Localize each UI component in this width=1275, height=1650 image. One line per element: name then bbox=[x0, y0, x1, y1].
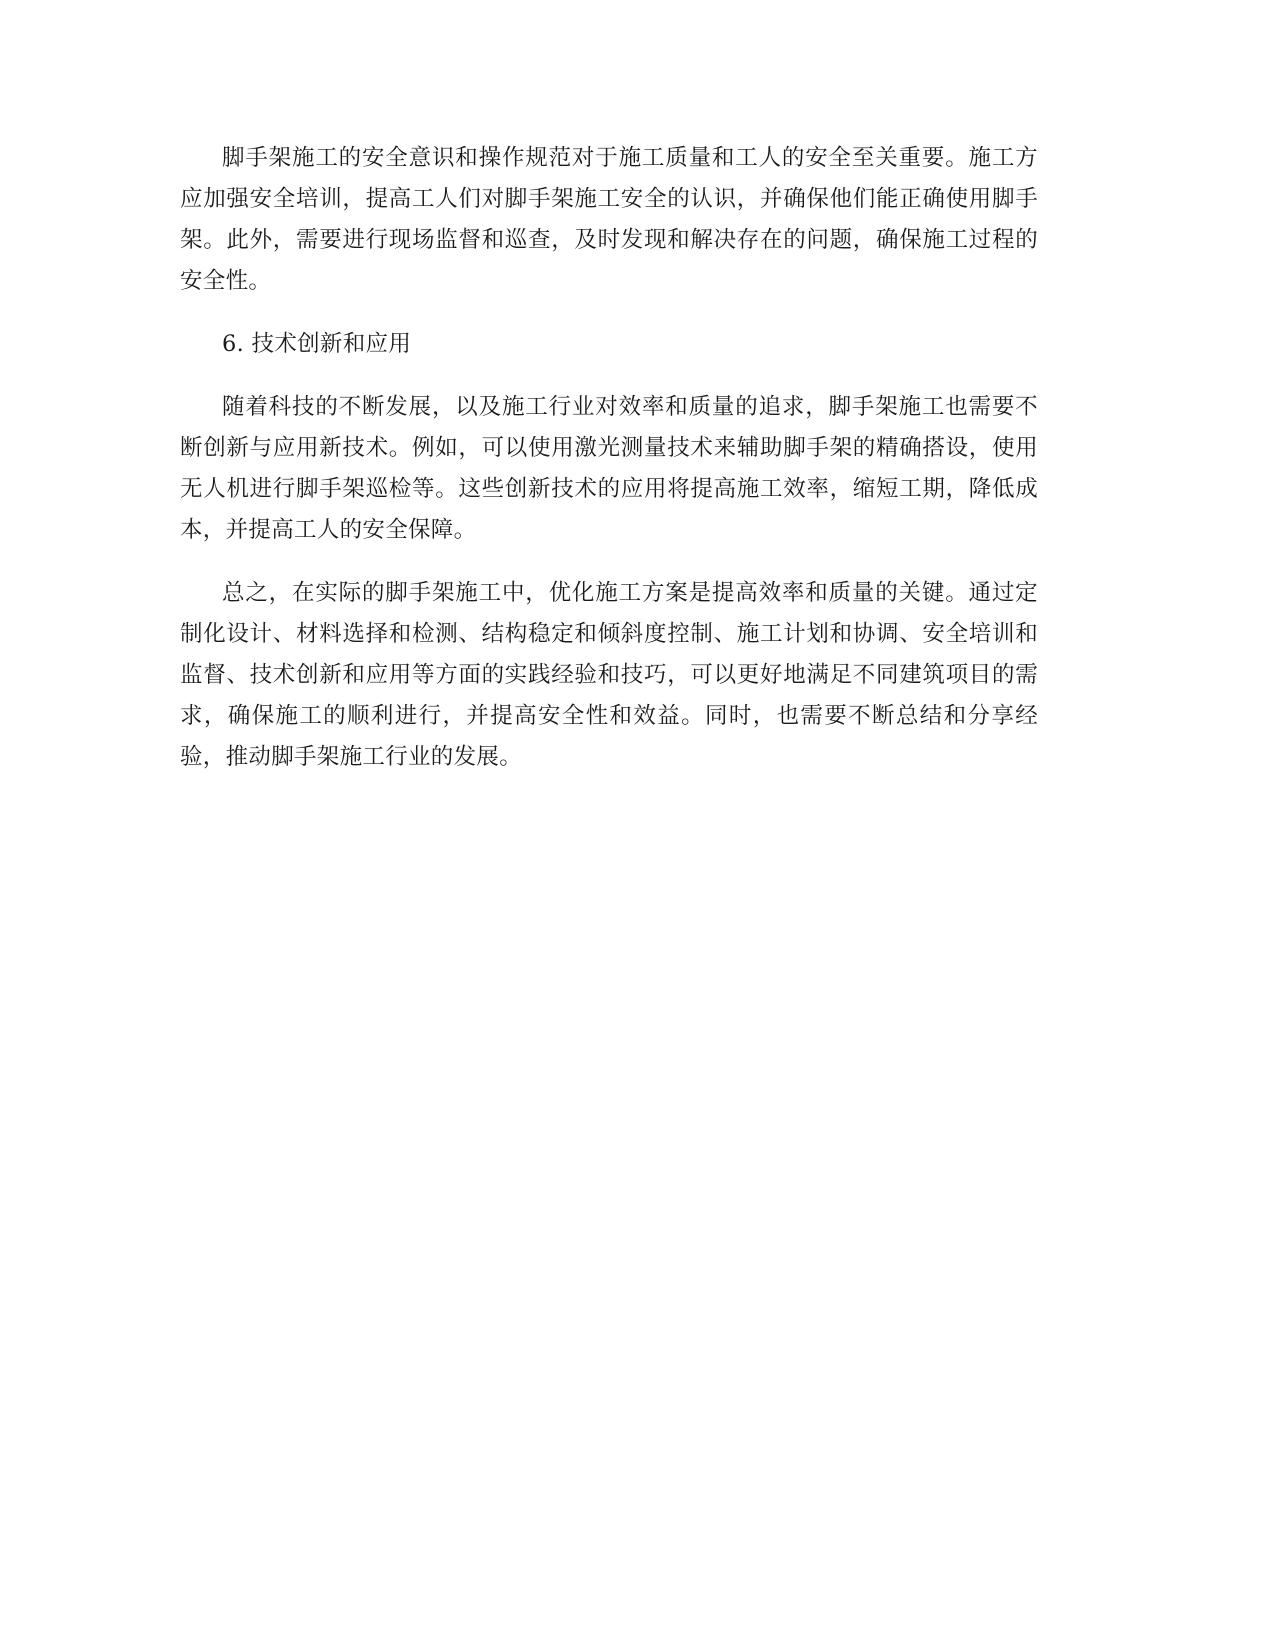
paragraph-tech-innovation: 随着科技的不断发展，以及施工行业对效率和质量的追求，脚手架施工也需要不断创新与应用新技术。例如，可以使用激光测量技术来辅助脚手架的精确搭设，使用无人机进行脚手架巡检等。这些创新技术的应用将提高施工效率，缩短工期，降低成本，并提高工人的安全保障。 bbox=[180, 394, 1038, 543]
section-heading-tech-innovation: 6. 技术创新和应用 bbox=[222, 331, 412, 357]
document-page bbox=[180, 138, 1038, 800]
paragraph-summary: 总之，在实际的脚手架施工中，优化施工方案是提高效率和质量的关键。通过定制化设计、材料选择和检测、结构稳定和倾斜度控制、施工计划和协调、安全培训和监督、技术创新和应用等方面的实践经验和技巧，可以更好地满足不同建筑项目的需求，确保施工的顺利进行，并提高安全性和效益。同时，也需要不断总结和分享经验，推动脚手架施工行业的发展。 bbox=[180, 580, 1038, 770]
paragraph-safety: 脚手架施工的安全意识和操作规范对于施工质量和工人的安全至关重要。施工方应加强安全培训，提高工人们对脚手架施工安全的认识，并确保他们能正确使用脚手架。此外，需要进行现场监督和巡查，及时发现和解决存在的问题，确保施工过程的安全性。 bbox=[180, 145, 1038, 294]
